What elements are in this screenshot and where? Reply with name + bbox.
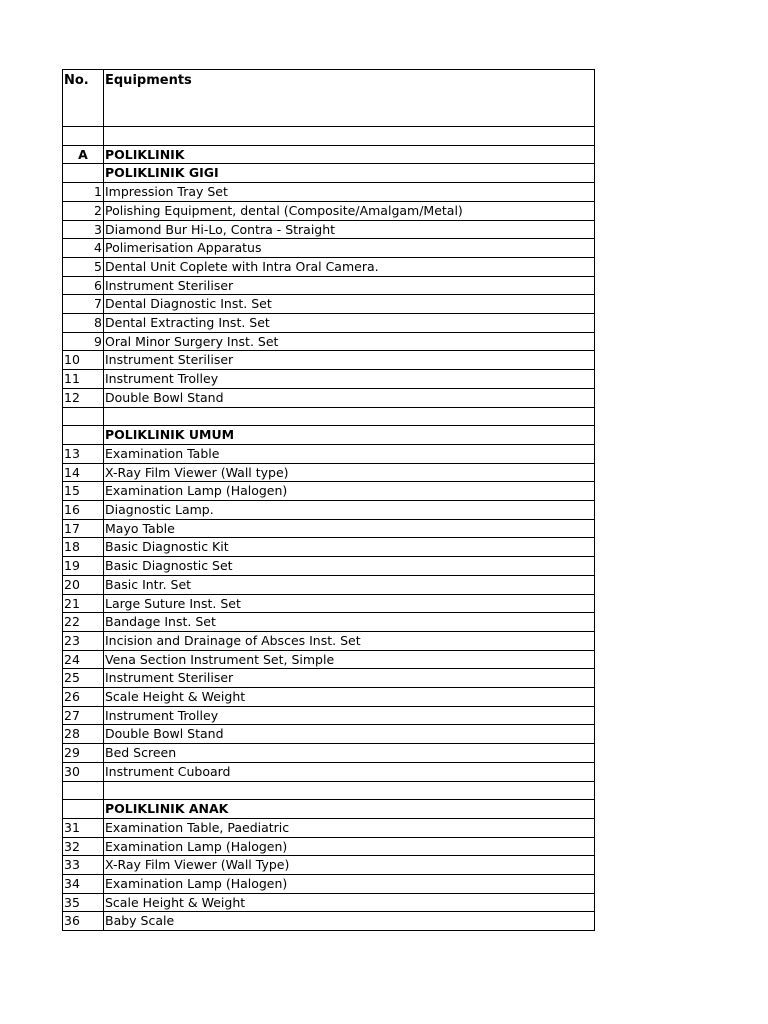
item-number: 36 bbox=[63, 912, 104, 931]
header-row bbox=[63, 70, 595, 127]
table-row bbox=[63, 706, 595, 725]
empty-cell bbox=[63, 426, 104, 445]
item-number: 11 bbox=[63, 370, 104, 389]
table-row bbox=[63, 501, 595, 520]
item-name: Dental Unit Coplete with Intra Oral Camera. bbox=[104, 257, 595, 276]
table-row bbox=[63, 201, 595, 220]
item-number: 6 bbox=[63, 276, 104, 295]
equipment-table bbox=[62, 69, 595, 931]
item-name: Basic Diagnostic Set bbox=[104, 557, 595, 576]
table-row bbox=[63, 725, 595, 744]
item-number: 21 bbox=[63, 594, 104, 613]
section-letter: A bbox=[63, 145, 104, 164]
item-name: Baby Scale bbox=[104, 912, 595, 931]
item-name: Examination Table bbox=[104, 444, 595, 463]
item-number: 25 bbox=[63, 669, 104, 688]
table-row bbox=[63, 351, 595, 370]
item-name: Scale Height & Weight bbox=[104, 688, 595, 707]
header-equipments: Equipments bbox=[104, 70, 595, 127]
item-name: X-Ray Film Viewer (Wall Type) bbox=[104, 856, 595, 875]
item-number: 26 bbox=[63, 688, 104, 707]
item-name: Examination Lamp (Halogen) bbox=[104, 875, 595, 894]
table-row bbox=[63, 257, 595, 276]
item-number: 27 bbox=[63, 706, 104, 725]
empty-cell bbox=[104, 407, 595, 426]
blank-row bbox=[63, 127, 595, 146]
item-number: 29 bbox=[63, 744, 104, 763]
item-number: 19 bbox=[63, 557, 104, 576]
item-number: 3 bbox=[63, 220, 104, 239]
item-number: 32 bbox=[63, 837, 104, 856]
item-number: 8 bbox=[63, 314, 104, 333]
table-row bbox=[63, 276, 595, 295]
item-name: Mayo Table bbox=[104, 519, 595, 538]
item-name: Instrument Trolley bbox=[104, 706, 595, 725]
table-row bbox=[63, 519, 595, 538]
equipment-table-body bbox=[63, 70, 595, 931]
item-name: Double Bowl Stand bbox=[104, 388, 595, 407]
empty-cell bbox=[63, 781, 104, 800]
table-row bbox=[63, 463, 595, 482]
table-row bbox=[63, 837, 595, 856]
table-row bbox=[63, 332, 595, 351]
item-name: Impression Tray Set bbox=[104, 183, 595, 202]
item-name: Bandage Inst. Set bbox=[104, 613, 595, 632]
item-number: 4 bbox=[63, 239, 104, 258]
group-title-row bbox=[63, 426, 595, 445]
header-no: No. bbox=[63, 70, 104, 127]
item-number: 34 bbox=[63, 875, 104, 894]
item-name: Dental Diagnostic Inst. Set bbox=[104, 295, 595, 314]
table-row bbox=[63, 295, 595, 314]
item-number: 28 bbox=[63, 725, 104, 744]
item-name: Large Suture Inst. Set bbox=[104, 594, 595, 613]
table-row bbox=[63, 220, 595, 239]
item-number: 15 bbox=[63, 482, 104, 501]
item-name: Oral Minor Surgery Inst. Set bbox=[104, 332, 595, 351]
item-number: 35 bbox=[63, 893, 104, 912]
item-number: 33 bbox=[63, 856, 104, 875]
section-title: POLIKLINIK bbox=[104, 145, 595, 164]
item-number: 13 bbox=[63, 444, 104, 463]
item-name: Bed Screen bbox=[104, 744, 595, 763]
item-name: Polimerisation Apparatus bbox=[104, 239, 595, 258]
item-name: Instrument Steriliser bbox=[104, 276, 595, 295]
item-number: 16 bbox=[63, 501, 104, 520]
item-number: 5 bbox=[63, 257, 104, 276]
item-name: Scale Height & Weight bbox=[104, 893, 595, 912]
empty-cell bbox=[63, 800, 104, 819]
empty-cell bbox=[63, 164, 104, 183]
item-name: Dental Extracting Inst. Set bbox=[104, 314, 595, 333]
item-name: Polishing Equipment, dental (Composite/Amalgam/Metal) bbox=[104, 201, 595, 220]
table-row bbox=[63, 744, 595, 763]
item-name: Diagnostic Lamp. bbox=[104, 501, 595, 520]
table-row bbox=[63, 370, 595, 389]
item-number: 23 bbox=[63, 631, 104, 650]
empty-cell bbox=[104, 781, 595, 800]
group-title: POLIKLINIK UMUM bbox=[104, 426, 595, 445]
table-row bbox=[63, 575, 595, 594]
table-row bbox=[63, 893, 595, 912]
item-name: Vena Section Instrument Set, Simple bbox=[104, 650, 595, 669]
item-name: Double Bowl Stand bbox=[104, 725, 595, 744]
item-number: 18 bbox=[63, 538, 104, 557]
table-row bbox=[63, 818, 595, 837]
group-title: POLIKLINIK ANAK bbox=[104, 800, 595, 819]
item-name: Instrument Steriliser bbox=[104, 669, 595, 688]
item-name: Basic Diagnostic Kit bbox=[104, 538, 595, 557]
table-row bbox=[63, 688, 595, 707]
item-number: 20 bbox=[63, 575, 104, 594]
item-number: 24 bbox=[63, 650, 104, 669]
item-number: 10 bbox=[63, 351, 104, 370]
table-row bbox=[63, 444, 595, 463]
table-row bbox=[63, 856, 595, 875]
table-row bbox=[63, 631, 595, 650]
table-row bbox=[63, 538, 595, 557]
table-row bbox=[63, 388, 595, 407]
table-row bbox=[63, 594, 595, 613]
table-row bbox=[63, 912, 595, 931]
item-name: X-Ray Film Viewer (Wall type) bbox=[104, 463, 595, 482]
item-name: Basic Intr. Set bbox=[104, 575, 595, 594]
blank-row bbox=[63, 407, 595, 426]
item-number: 22 bbox=[63, 613, 104, 632]
table-row bbox=[63, 557, 595, 576]
item-name: Instrument Steriliser bbox=[104, 351, 595, 370]
item-number: 30 bbox=[63, 762, 104, 781]
group-title: POLIKLINIK GIGI bbox=[104, 164, 595, 183]
table-row bbox=[63, 613, 595, 632]
table-row bbox=[63, 875, 595, 894]
table-row bbox=[63, 669, 595, 688]
table-row bbox=[63, 650, 595, 669]
table-row bbox=[63, 482, 595, 501]
item-name: Examination Lamp (Halogen) bbox=[104, 837, 595, 856]
item-number: 2 bbox=[63, 201, 104, 220]
item-number: 17 bbox=[63, 519, 104, 538]
item-number: 31 bbox=[63, 818, 104, 837]
table-row bbox=[63, 314, 595, 333]
item-number: 9 bbox=[63, 332, 104, 351]
table-row bbox=[63, 239, 595, 258]
item-name: Examination Lamp (Halogen) bbox=[104, 482, 595, 501]
item-name: Instrument Cuboard bbox=[104, 762, 595, 781]
section-row bbox=[63, 145, 595, 164]
empty-cell bbox=[63, 407, 104, 426]
item-number: 12 bbox=[63, 388, 104, 407]
group-title-row bbox=[63, 800, 595, 819]
blank-row bbox=[63, 781, 595, 800]
item-name: Diamond Bur Hi-Lo, Contra - Straight bbox=[104, 220, 595, 239]
table-row bbox=[63, 183, 595, 202]
item-number: 7 bbox=[63, 295, 104, 314]
item-number: 14 bbox=[63, 463, 104, 482]
item-name: Instrument Trolley bbox=[104, 370, 595, 389]
item-name: Examination Table, Paediatric bbox=[104, 818, 595, 837]
group-title-row bbox=[63, 164, 595, 183]
item-name: Incision and Drainage of Absces Inst. Set bbox=[104, 631, 595, 650]
table-row bbox=[63, 762, 595, 781]
item-number: 1 bbox=[63, 183, 104, 202]
